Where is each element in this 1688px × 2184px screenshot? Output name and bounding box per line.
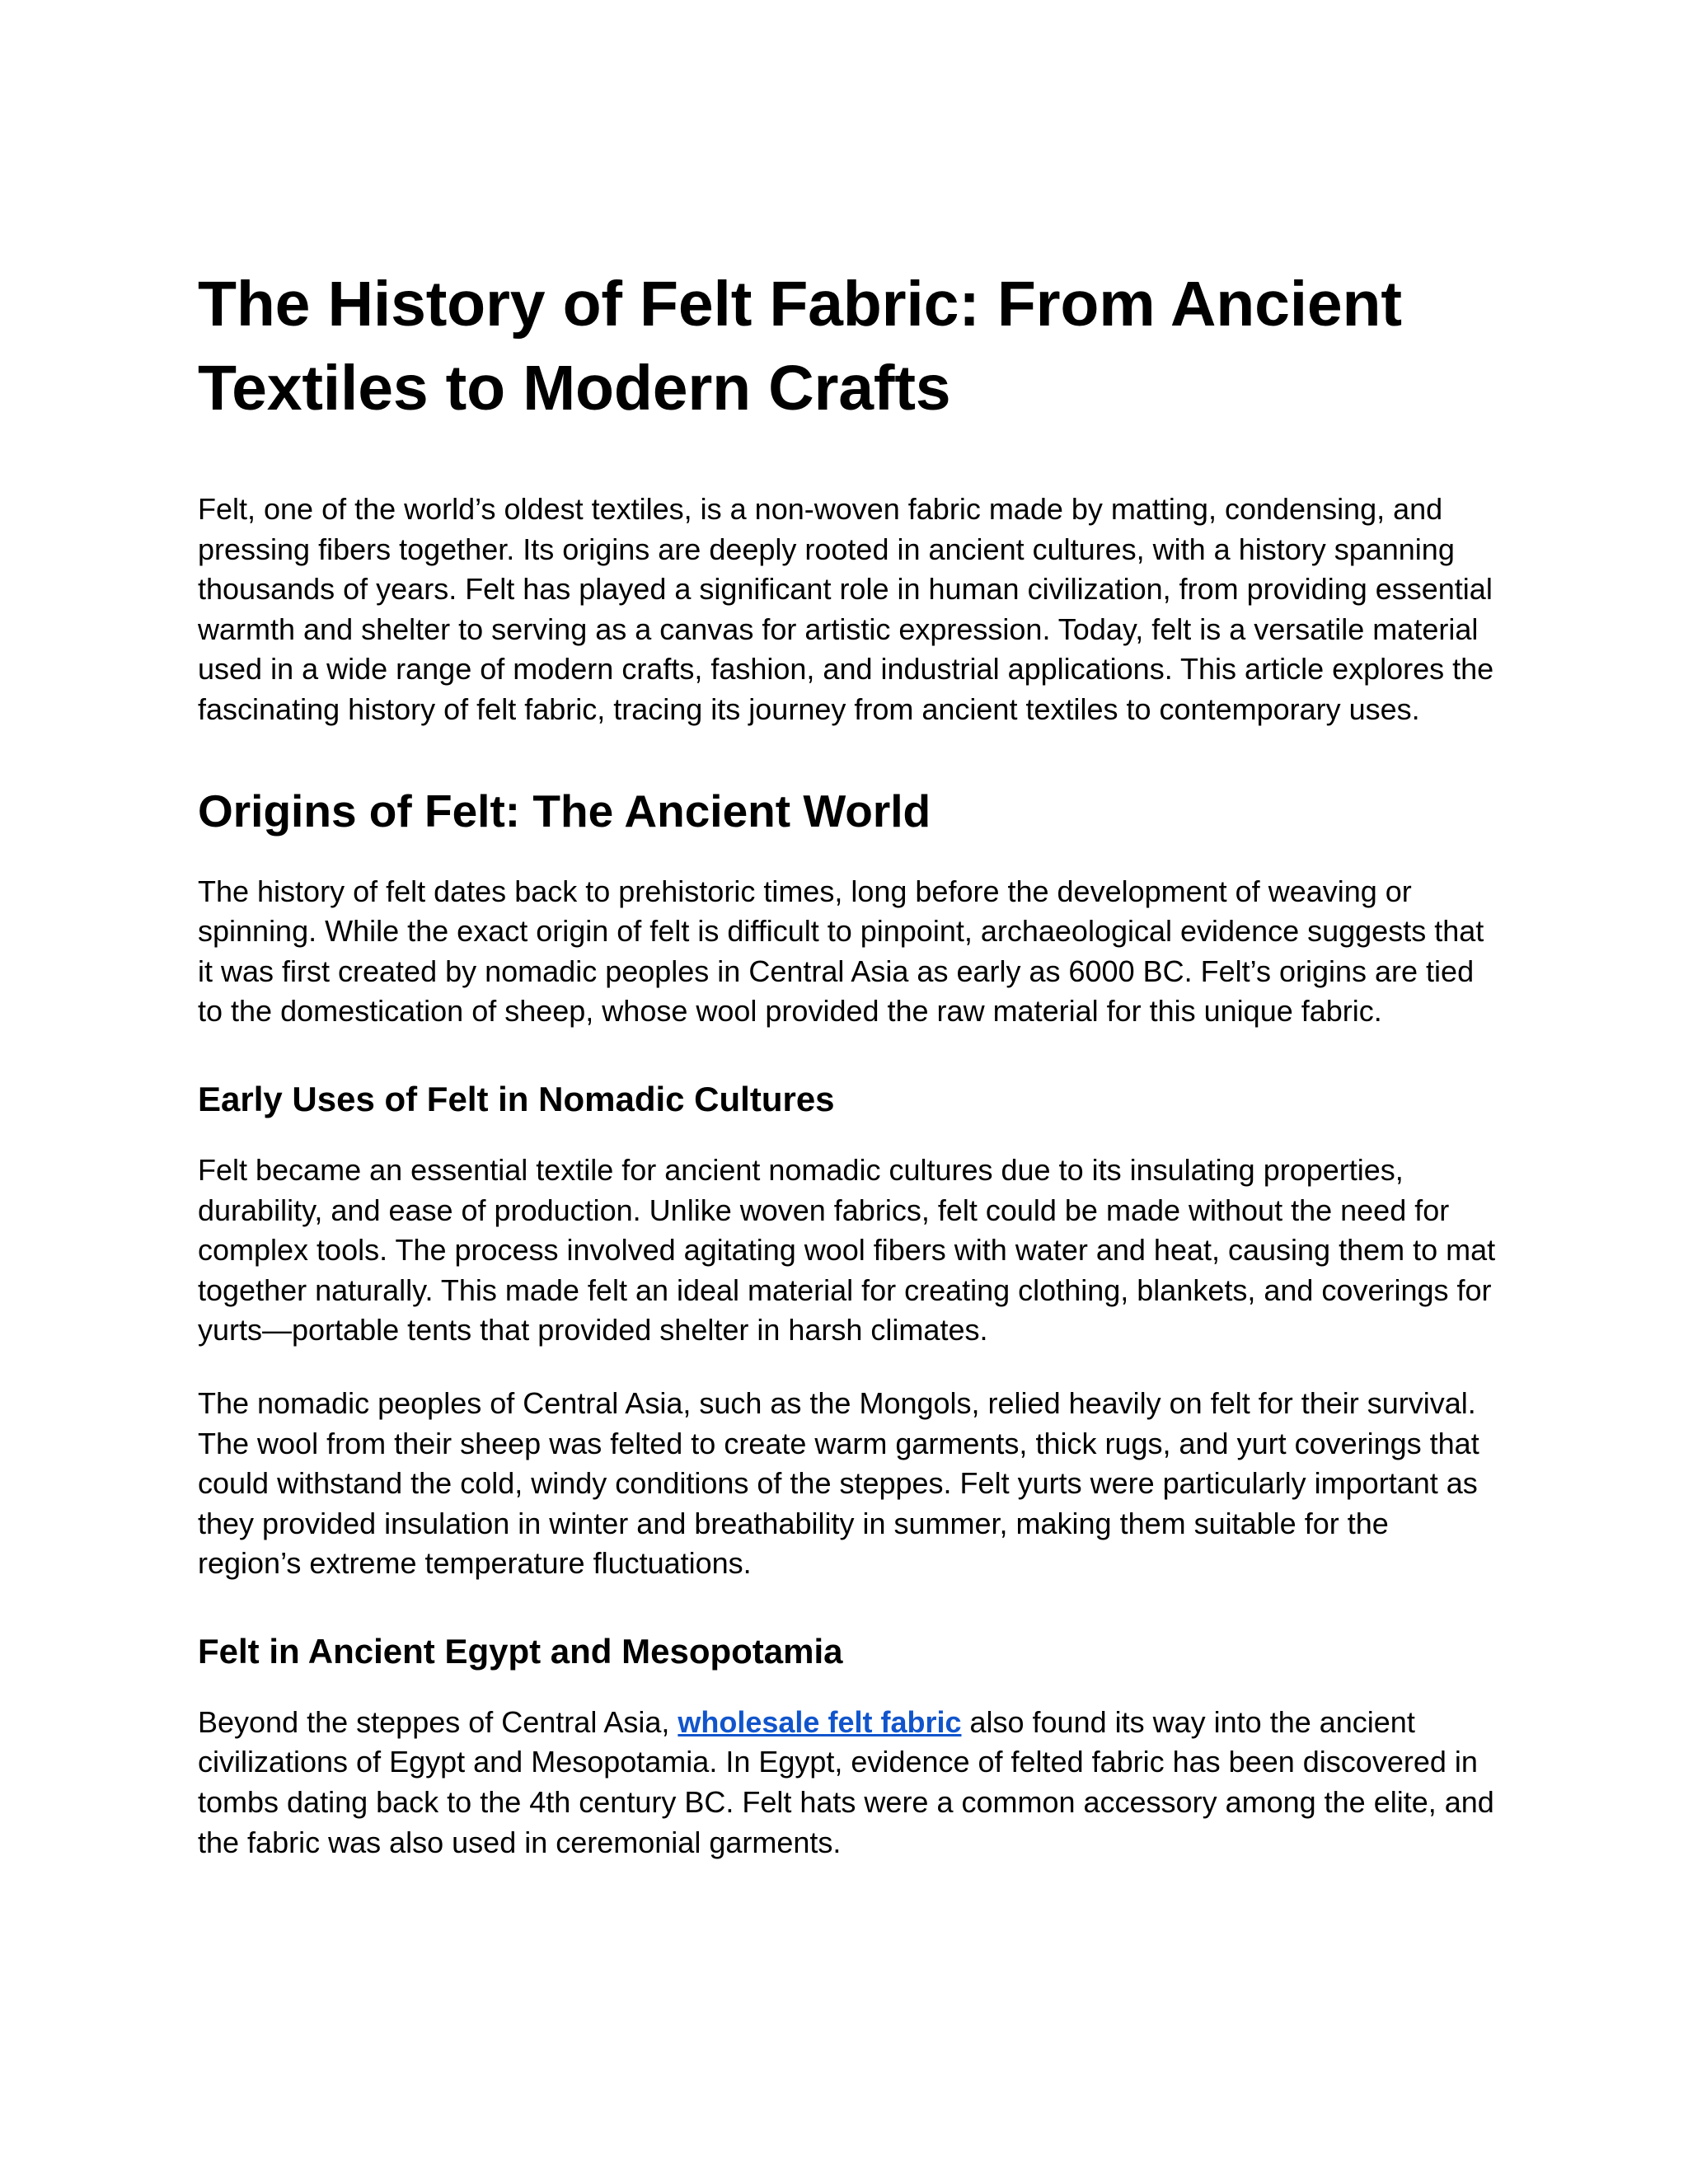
nomadic-paragraph-1: Felt became an essential textile for ancient nomadic cultures due to its insulating properties, durability, and ease of production. Unlike woven fabrics, felt could be made without the need for complex tools. The process involved agitating wool fibers with water and heat, causing them to mat together naturally. This made felt an ideal material for creating clothing, blankets, and coverings for yurts—portable tents that provided shelter in harsh climates. [198,1152,1496,1347]
article-title: The History of Felt Fabric: From Ancient Textiles to Modern Crafts [198,269,1402,424]
origins-paragraph: The history of felt dates back to prehistoric times, long before the development of weaving or spinning. While the exact origin of felt is difficult to pinpoint, archaeological evidence suggests that it was first created by nomadic peoples in Central Asia as early as 6000 BC. Felt’s origins are tied to the domestication of sheep, whose wool provided the raw material for this unique fabric. [198,874,1484,1029]
intro-paragraph: Felt, one of the world’s oldest textiles, is a non-woven fabric made by matting, condensing, and pressing fibers together. Its origins are deeply rooted in ancient cultures, with a history spanning thousands of years. Felt has played a significant role in human civilization, from providing essential warmth and shelter to serving as a canvas for artistic expression. Today, felt is a versatile material used in a wide range of modern crafts, fashion, and industrial applications. This article explores the fascinating history of felt fabric, tracing its journey from ancient textiles to contemporary uses. [198,492,1494,726]
egypt-paragraph-start: Beyond the steppes of Central Asia, [198,1704,678,1739]
nomadic-paragraph-2: The nomadic peoples of Central Asia, such as the Mongols, relied heavily on felt for their survival. The wool from their sheep was felted to create warm garments, thick rugs, and yurt coverings that could withstand the cold, windy conditions of the steppes. Felt yurts were particularly important as they provided insulation in winter and breathability in summer, making them suitable for the region’s extreme temperature fluctuations. [198,1385,1479,1581]
subsection-heading-nomadic: Early Uses of Felt in Nomadic Cultures [198,1079,835,1118]
wholesale-felt-fabric-link[interactable]: wholesale felt fabric [678,1704,962,1739]
egypt-paragraph [198,1703,1500,1863]
section-heading-origins: Origins of Felt: The Ancient World [198,785,931,837]
egypt-paragraph-end: also found its way into the ancient civilizations of Egypt and Mesopotamia. In Egypt, evidence of felted fabric has been discovered in tombs dating back to the 4th century BC. Felt hats were a common accessory among the elite, and the fabric was also used in ceremonial garments. [198,1704,1494,1859]
subsection-heading-egypt: Felt in Ancient Egypt and Mesopotamia [198,1631,843,1671]
document-page [198,262,1500,1896]
